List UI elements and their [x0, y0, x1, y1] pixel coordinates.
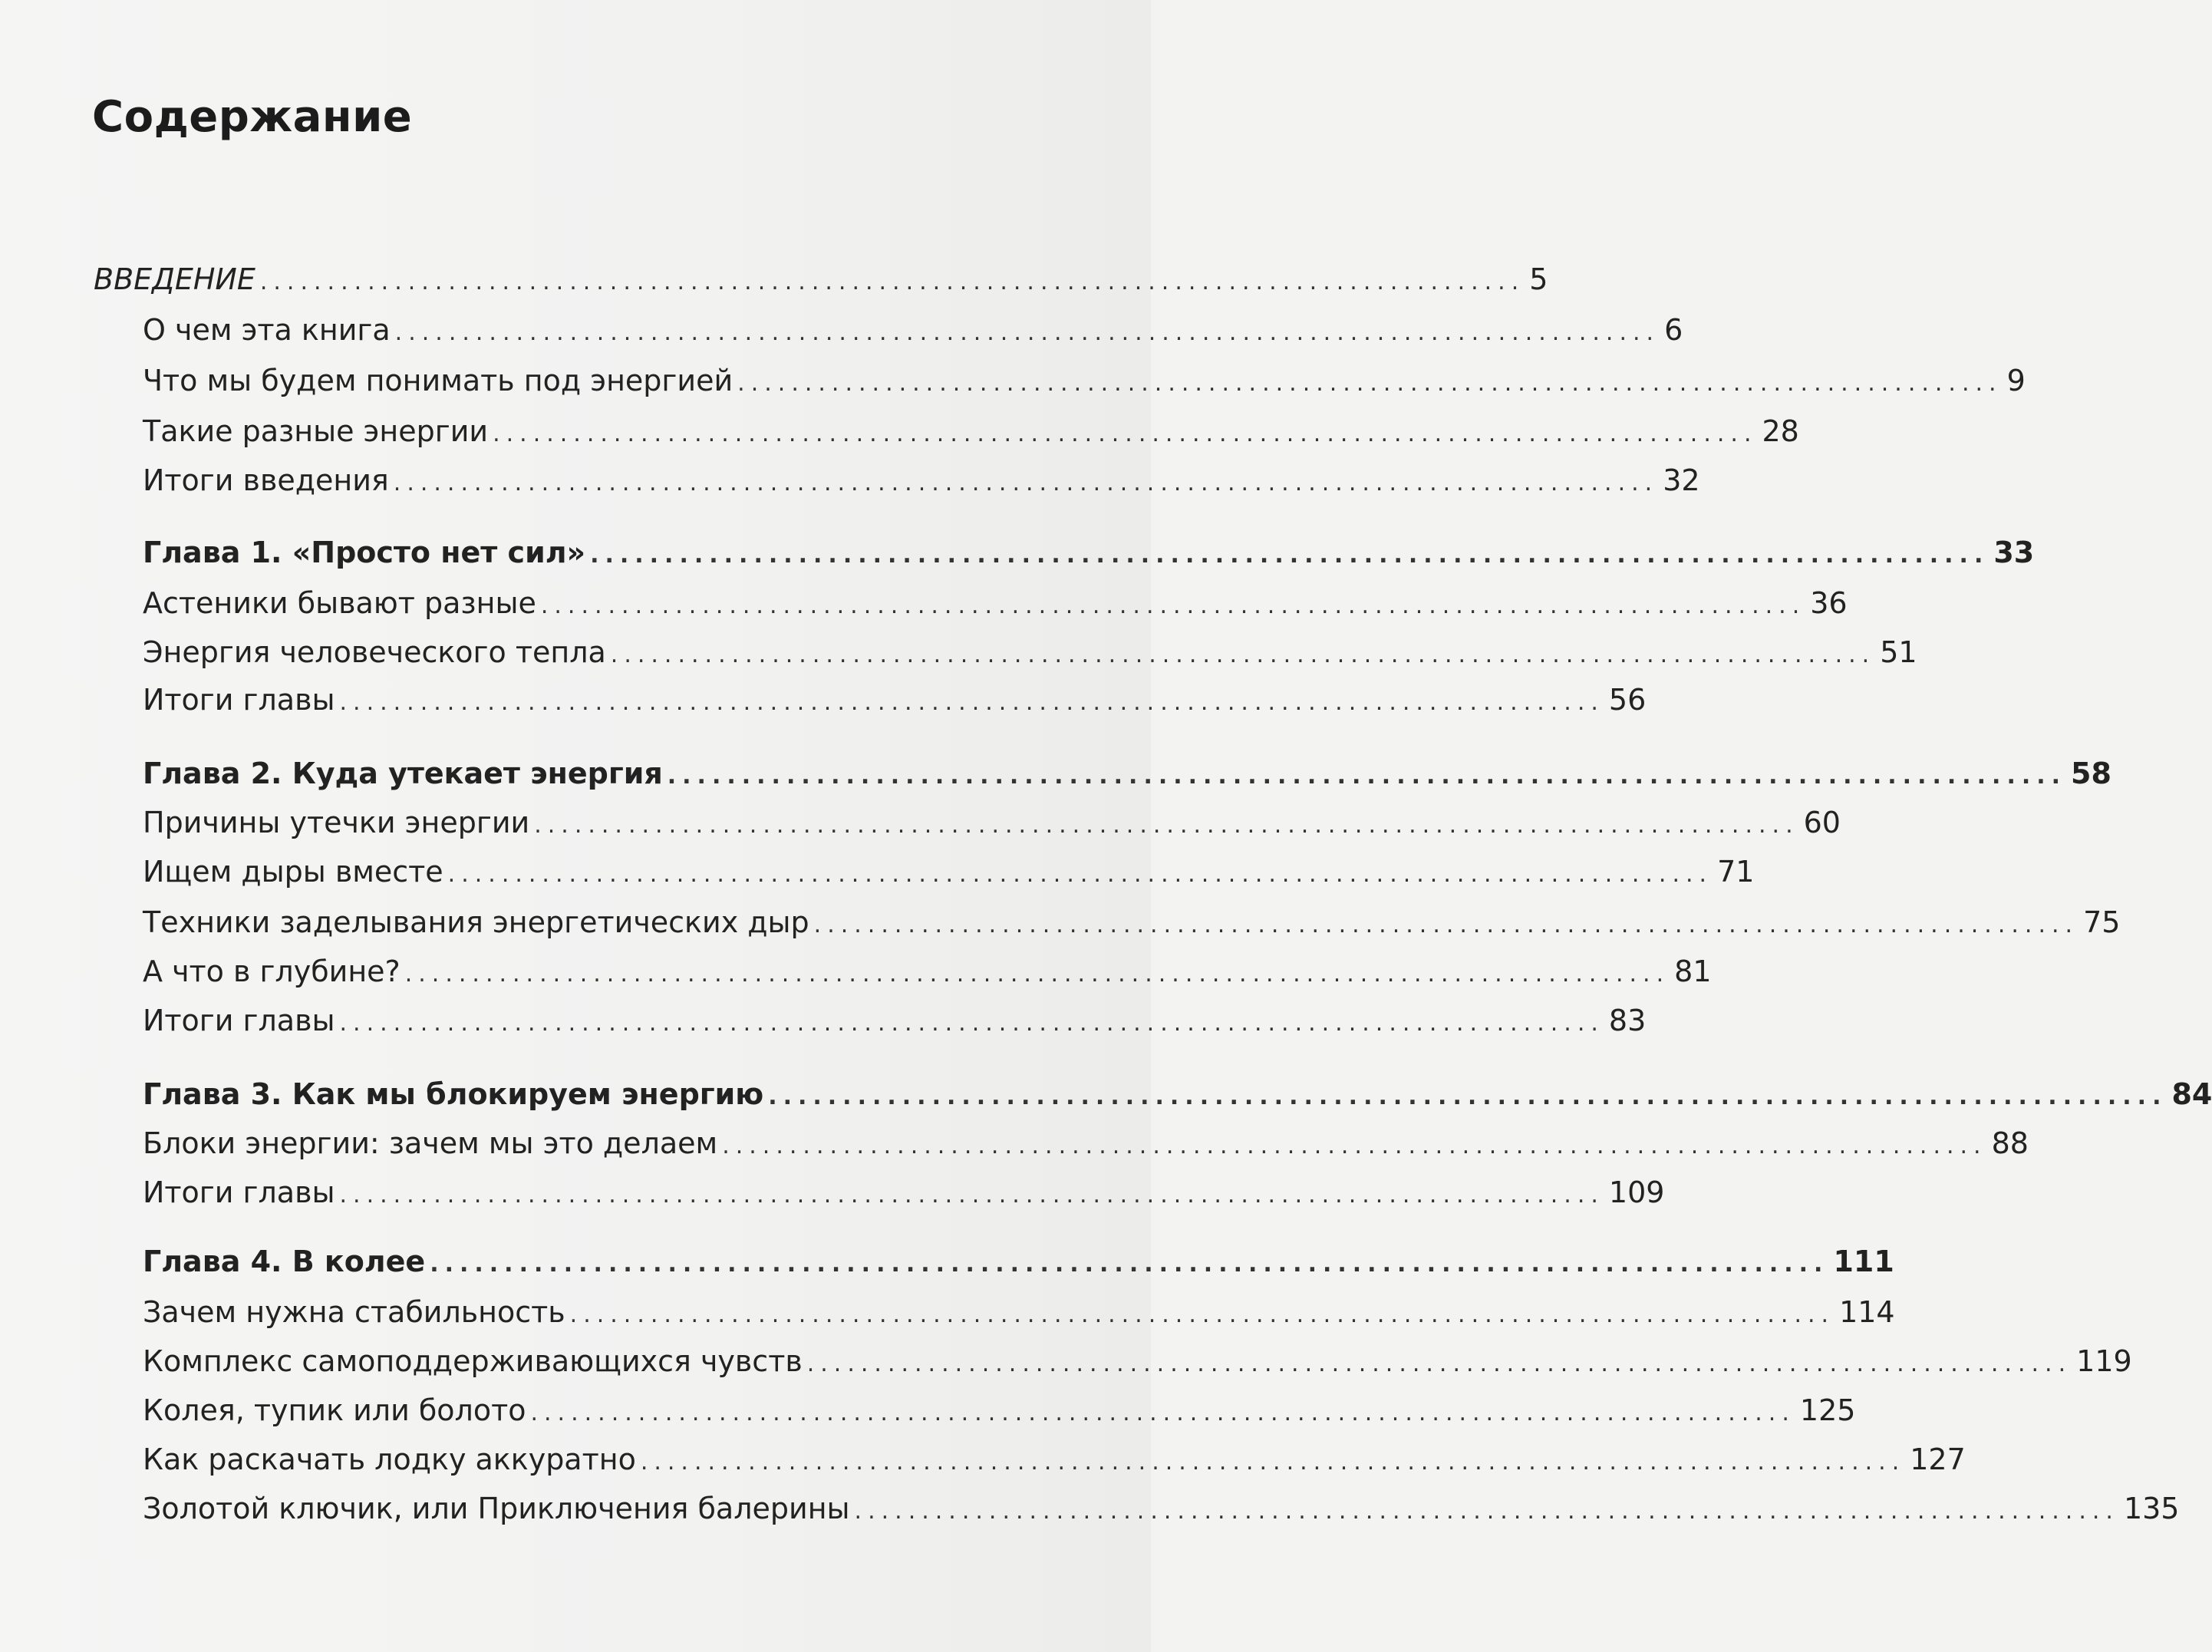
leader-dots: .............................................................................................. [722, 1133, 1987, 1159]
leader-dots: .............................................................................................. [806, 1350, 2072, 1377]
toc-chapter [143, 757, 2111, 790]
toc-entry-label: Итоги главы [143, 1176, 335, 1209]
toc-chapter [143, 1077, 2212, 1111]
toc-entry-page: 71 [1717, 855, 1755, 889]
leader-dots: .............................................................................................. [768, 1083, 2167, 1110]
toc-entry-page: 33 [1993, 536, 2035, 569]
toc-entry [143, 1443, 1966, 1476]
page-title: Содержание [92, 92, 413, 142]
toc-entry [143, 1344, 2132, 1378]
toc-entry-label: Глава 1. «Просто нет сил» [143, 536, 586, 569]
toc-chapter [143, 1245, 1894, 1278]
leader-dots: .............................................................................................. [590, 542, 1989, 569]
toc-entry-page: 81 [1674, 955, 1712, 988]
leader-dots: .............................................................................................. [530, 1400, 1795, 1426]
toc-entry [143, 1393, 1856, 1427]
leader-dots: .............................................................................................. [430, 1251, 1829, 1278]
leader-dots: .............................................................................................. [339, 1182, 1604, 1208]
toc-entry-page: 75 [2083, 905, 2121, 939]
toc-entry-label: Комплекс самоподдерживающихся чувств [143, 1344, 803, 1378]
toc-entry [143, 1126, 2029, 1160]
toc-entry-page: 36 [1810, 586, 1848, 620]
toc-entry [143, 1492, 2180, 1525]
toc-entry-label: Итоги введения [143, 463, 389, 497]
leader-dots: .............................................................................................. [534, 812, 1799, 839]
leader-dots: .............................................................................................. [259, 269, 1525, 295]
toc-entry [143, 414, 1799, 448]
leader-dots: .............................................................................................. [339, 689, 1604, 716]
toc-entry [143, 855, 1755, 889]
leader-dots: .............................................................................................. [540, 592, 1806, 619]
leader-dots: .............................................................................................. [393, 470, 1659, 496]
toc-entry [143, 955, 1712, 988]
leader-dots: .............................................................................................. [667, 763, 2067, 790]
toc-entry-page: 88 [1991, 1126, 2029, 1160]
toc-entry-label: Итоги главы [143, 683, 335, 717]
leader-dots: .............................................................................................. [813, 912, 2079, 938]
toc-entry-label: О чем эта книга [143, 313, 391, 347]
toc-entry-label: Такие разные энергии [143, 414, 489, 448]
toc-entry-page: 58 [2071, 757, 2111, 790]
toc-entry [143, 463, 1700, 497]
toc-entry-page: 5 [1529, 262, 1548, 296]
toc-entry-label: ВВЕДЕНИЕ [94, 262, 255, 296]
leader-dots: .............................................................................................. [610, 641, 1876, 668]
toc-entry-page: 119 [2076, 1344, 2132, 1378]
toc-entry [143, 313, 1683, 347]
leader-dots: .............................................................................................. [493, 420, 1758, 447]
leader-dots: .............................................................................................. [339, 1010, 1604, 1037]
leader-dots: .............................................................................................. [394, 319, 1660, 346]
toc-entry-page: 135 [2123, 1492, 2180, 1525]
toc-entry-label: Техники заделывания энергетических дыр [143, 905, 809, 939]
toc-entry-label: Золотой ключик, или Приключения балерины [143, 1492, 850, 1525]
toc-entry [143, 1004, 1647, 1037]
toc-entry-page: 127 [1910, 1443, 1966, 1476]
toc-entry-label: А что в глубине? [143, 955, 401, 988]
toc-entry-page: 32 [1663, 463, 1700, 497]
toc-entry-label: Ищем дыры вместе [143, 855, 443, 889]
toc-entry-page: 9 [2006, 364, 2026, 397]
leader-dots: .............................................................................................. [569, 1301, 1835, 1328]
toc-entry [143, 1295, 1895, 1329]
toc-entry-label: Причины утечки энергии [143, 806, 530, 839]
toc-entry-page: 84 [2171, 1077, 2212, 1111]
toc-entry-label: Блоки энергии: зачем мы это делаем [143, 1126, 718, 1160]
toc-entry-page: 111 [1833, 1245, 1894, 1278]
toc-entry [143, 635, 1917, 669]
leader-dots: .............................................................................................. [640, 1449, 1906, 1476]
toc-entry-label: Энергия человеческого тепла [143, 635, 606, 669]
toc-entry-page: 51 [1880, 635, 1917, 669]
toc-entry-page: 6 [1664, 313, 1683, 347]
toc-entry-page: 83 [1608, 1004, 1647, 1037]
toc-entry [143, 683, 1647, 717]
toc-entry-label: Зачем нужна стабильность [143, 1295, 565, 1329]
leader-dots: .............................................................................................. [854, 1498, 2119, 1525]
toc-entry-page: 109 [1608, 1176, 1665, 1209]
toc-entry-label: Как раскачать лодку аккуратно [143, 1443, 636, 1476]
toc-entry-label: Глава 4. В колее [143, 1245, 426, 1278]
toc-entry-label: Астеники бывают разные [143, 586, 536, 620]
toc-entry-label: Глава 2. Куда утекает энергия [143, 757, 663, 790]
toc-entry-label: Что мы будем понимать под энергией [143, 364, 733, 397]
toc-entry-label: Итоги главы [143, 1004, 335, 1037]
toc-entry [143, 364, 2026, 397]
toc-entry [143, 806, 1841, 839]
toc-chapter [143, 536, 2035, 569]
leader-dots: .............................................................................................. [404, 961, 1670, 988]
toc-entry [143, 1176, 1665, 1209]
toc-entry-page: 56 [1608, 683, 1647, 717]
toc-entry-page: 125 [1799, 1393, 1856, 1427]
toc-entry-page: 28 [1762, 414, 1799, 448]
toc-entry-page: 60 [1803, 806, 1841, 839]
toc-entry-label: Глава 3. Как мы блокируем энергию [143, 1077, 764, 1111]
toc-entry-label: Колея, тупик или болото [143, 1393, 526, 1427]
toc-entry [143, 905, 2121, 939]
toc-entry [94, 262, 1548, 296]
toc-entry-page: 114 [1839, 1295, 1895, 1329]
toc-entry [143, 586, 1848, 620]
leader-dots: .............................................................................................. [737, 370, 2003, 397]
leader-dots: .............................................................................................. [447, 861, 1713, 888]
